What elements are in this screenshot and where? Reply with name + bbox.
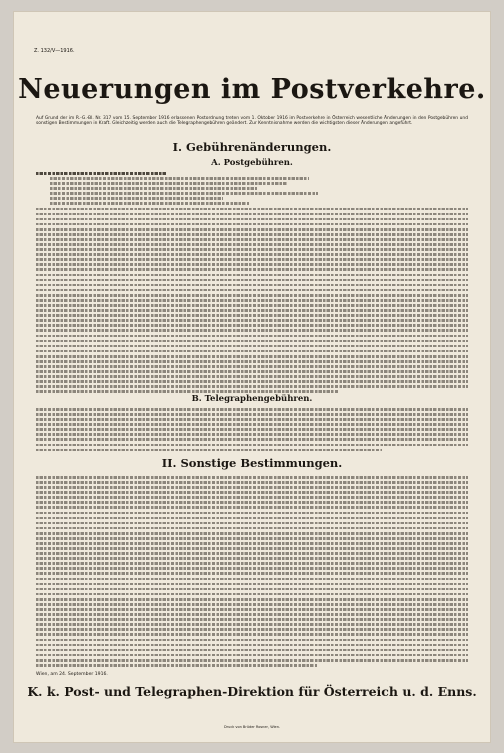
telegraph-fees-text [36, 408, 468, 454]
printer-imprint: Druck von Brüder Rosner, Wien. [223, 725, 281, 729]
postal-fees-text [36, 172, 468, 395]
issuing-authority: K. k. Post- und Telegraphen-Direktion für Österreich u. d. Enns. [27, 684, 477, 699]
other-provisions-text [36, 476, 468, 669]
dateline: Wien, am 24. September 1916. [36, 672, 108, 677]
section-heading-1: I. Gebührenänderungen. [172, 140, 332, 154]
poster-sheet [14, 12, 490, 742]
page-title: Neuerungen im Postverkehre. [18, 74, 486, 105]
subsection-heading-b: B. Telegraphengebühren. [191, 394, 313, 404]
subsection-heading-a: A. Postgebühren. [211, 158, 293, 168]
intro-paragraph: Auf Grund der im R.-G.-Bl. Nr. 317 vom 15. September 1916 erlassenen Postordnung treten vom 1. Oktober 1916 im Postverkehre in Österreich wesentliche Änderungen in den Postgebühren und sonstigen Bestimmungen in Kraft. Gleichzeitig werden auch die Telegraphengebühren geändert. Zur Kenntnisnahme werden die wichtigsten dieser Änderungen angeführt. [36, 116, 468, 127]
reference-number: Z. 132/V—1916. [34, 48, 75, 54]
section-heading-2: II. Sonstige Bestimmungen. [161, 456, 343, 470]
